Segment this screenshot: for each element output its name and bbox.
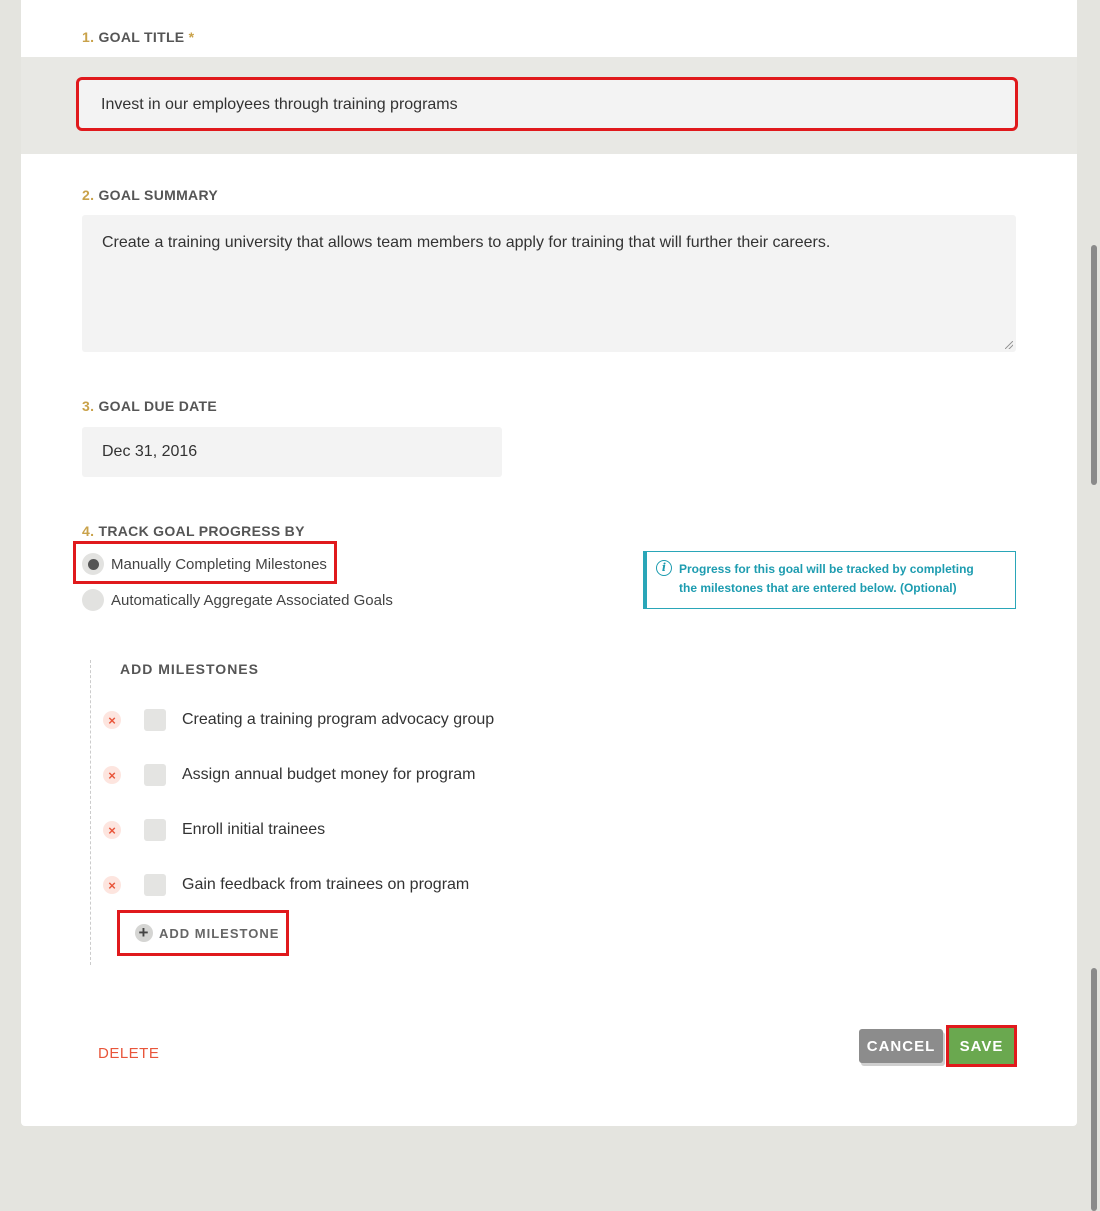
cancel-button[interactable]: CANCEL [859, 1029, 943, 1063]
milestone-text[interactable]: Creating a training program advocacy group [182, 711, 495, 728]
milestones-title: ADD MILESTONES [120, 661, 259, 677]
goal-due-date-value: Dec 31, 2016 [102, 443, 198, 460]
radio-manual-milestones[interactable] [82, 553, 327, 575]
goal-title-label [82, 29, 194, 45]
delete-button[interactable]: DELETE [98, 1045, 160, 1062]
radio-aggregate-label: Automatically Aggregate Associated Goals [111, 591, 393, 609]
add-milestone-button[interactable] [117, 910, 289, 956]
milestone-checkbox[interactable] [144, 819, 166, 841]
radio-button-selected[interactable] [82, 553, 104, 575]
track-progress-label-text: TRACK GOAL PROGRESS BY [98, 523, 305, 539]
milestones-section [90, 660, 591, 965]
goal-due-date-label [82, 398, 217, 414]
goal-summary-label [82, 187, 218, 203]
milestone-text[interactable]: Gain feedback from trainees on program [182, 876, 470, 893]
required-marker: * [188, 29, 195, 45]
tracking-info-box [643, 551, 1016, 609]
track-progress-number: 4. [82, 523, 95, 539]
milestone-row [103, 709, 498, 731]
goal-title-input[interactable] [79, 80, 1015, 128]
info-icon: i [656, 560, 672, 576]
milestone-row [103, 764, 498, 786]
scrollbar-thumb[interactable] [1091, 245, 1097, 485]
radio-manual-label: Manually Completing Milestones [111, 555, 327, 573]
goal-due-date-label-text: GOAL DUE DATE [98, 398, 217, 414]
milestone-text[interactable]: Assign annual budget money for program [182, 766, 476, 783]
milestone-checkbox[interactable] [144, 709, 166, 731]
remove-milestone-close-icon[interactable]: × [103, 766, 121, 784]
goal-title-number: 1. [82, 29, 95, 45]
milestone-checkbox[interactable] [144, 764, 166, 786]
goal-summary-label-text: GOAL SUMMARY [98, 187, 218, 203]
goal-summary-number: 2. [82, 187, 95, 203]
track-progress-label [82, 523, 305, 539]
remove-milestone-close-icon[interactable]: × [103, 711, 121, 729]
milestone-checkbox[interactable] [144, 874, 166, 896]
plus-icon: + [135, 924, 153, 942]
milestone-row [103, 874, 498, 896]
goal-due-date-input[interactable] [82, 427, 502, 477]
goal-title-label-text: GOAL TITLE [98, 29, 185, 45]
goal-summary-textarea[interactable] [82, 215, 1016, 352]
milestone-row [103, 819, 498, 841]
info-text-line-2: the milestones that are entered below. (Optional) [679, 581, 957, 595]
add-milestone-label: ADD MILESTONE [159, 925, 280, 941]
milestone-text[interactable]: Enroll initial trainees [182, 821, 326, 838]
radio-button-unselected[interactable] [82, 589, 104, 611]
goal-title-value: Invest in our employees through training programs [101, 96, 458, 113]
remove-milestone-close-icon[interactable]: × [103, 821, 121, 839]
resize-grip-icon[interactable] [1005, 341, 1013, 349]
save-button[interactable]: SAVE [949, 1028, 1014, 1064]
goal-form-card [21, 0, 1077, 1126]
scrollbar-thumb-secondary[interactable] [1091, 968, 1097, 1211]
remove-milestone-close-icon[interactable]: × [103, 876, 121, 894]
info-text-line-1: Progress for this goal will be tracked by completing [679, 562, 974, 576]
goal-due-date-number: 3. [82, 398, 95, 414]
radio-dot-icon [88, 559, 99, 570]
page-scrollbar[interactable] [1088, 0, 1100, 1211]
goal-summary-value: Create a training university that allows team members to apply for training that will further their careers. [102, 234, 831, 251]
radio-aggregate-goals[interactable] [82, 589, 393, 611]
